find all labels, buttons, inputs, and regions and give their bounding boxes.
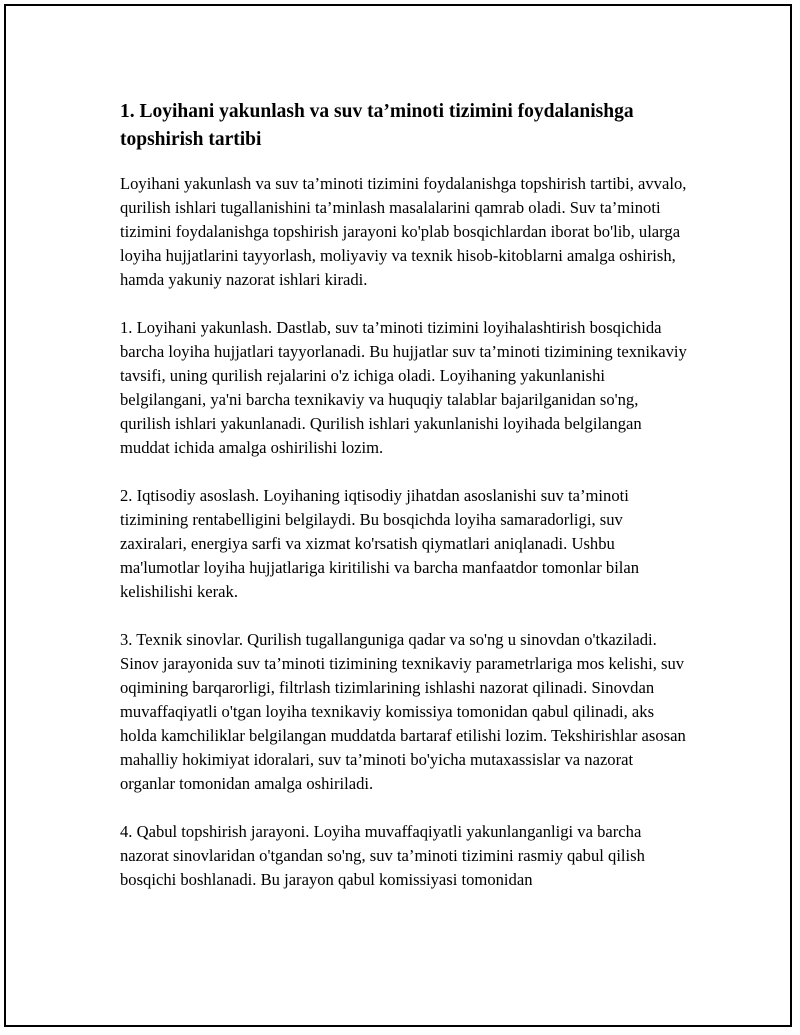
paragraph-project-completion: 1. Loyihani yakunlash. Dastlab, suv ta’minoti tizimini loyihalashtirish bosqichida barcha loyiha hujjatlari tayyorlanadi. Bu hujjatlar suv ta’minoti tizimining texnikaviy tavsifi, uning qurilish rejalarini o'z ichiga oladi. Loyihaning yakunlanishi belgilangani, ya'ni barcha texnikaviy va huquqiy talablar bajarilganidan so'ng, qurilish ishlari yakunlanadi. Qurilish ishlari yakunlanishi loyihada belgilangan muddat ichida amalga oshirilishi lozim.	[120, 318, 687, 457]
section-heading: 1. Loyihani yakunlash va suv ta’minoti tizimini foydalanishga topshirish tartibi	[120, 101, 634, 150]
paragraph-technical-tests: 3. Texnik sinovlar. Qurilish tugallanguniga qadar va so'ng u sinovdan o'tkaziladi. Sinov jarayonida suv ta’minoti tizimining texnikaviy parametrlariga mos kelishi, suv oqimining barqarorligi, filtrlash tizimlarining ishlashi nazorat qilinadi. Sinovdan muvaffaqiyatli o'tgan loyiha texnikaviy komissiya tomonidan qabul qilinadi, aks holda kamchiliklar belgilangan muddatda bartaraf etilishi lozim. Tekshirishlar asosan mahalliy hokimiyat idoralari, suv ta’minoti bo'yicha mutaxassislar va nazorat organlar tomonidan amalga oshiriladi.	[120, 630, 686, 793]
document-page	[4, 4, 792, 1027]
paragraph-acceptance-process: 4. Qabul topshirish jarayoni. Loyiha muvaffaqiyatli yakunlanganligi va barcha nazorat sinovlaridan o'tgandan so'ng, suv ta’minoti tizimini rasmiy qabul qilish bosqichi boshlanadi. Bu jarayon qabul komissiyasi tomonidan	[120, 822, 645, 889]
intro-paragraph: Loyihani yakunlash va suv ta’minoti tizimini foydalanishga topshirish tartibi, avvalo, qurilish ishlari tugallanishini ta’minlash masalalarini qamrab oladi. Suv ta’minoti tizimini foydalanishga topshirish jarayoni ko'plab bosqichlardan iborat bo'lib, ularga loyiha hujjatlarini tayyorlash, moliyaviy va texnik hisob-kitoblarni amalga oshirish, hamda yakuniy nazorat ishlari kiradi.	[120, 174, 687, 289]
paragraph-economic-justification: 2. Iqtisodiy asoslash. Loyihaning iqtisodiy jihatdan asoslanishi suv ta’minoti tizimining rentabelligini belgilaydi. Bu bosqichda loyiha samaradorligi, suv zaxiralari, energiya sarfi va xizmat ko'rsatish qiymatlari aniqlanadi. Ushbu ma'lumotlar loyiha hujjatlariga kiritilishi va barcha manfaatdor tomonlar bilan kelishilishi kerak.	[120, 486, 640, 601]
document-body	[120, 98, 692, 916]
